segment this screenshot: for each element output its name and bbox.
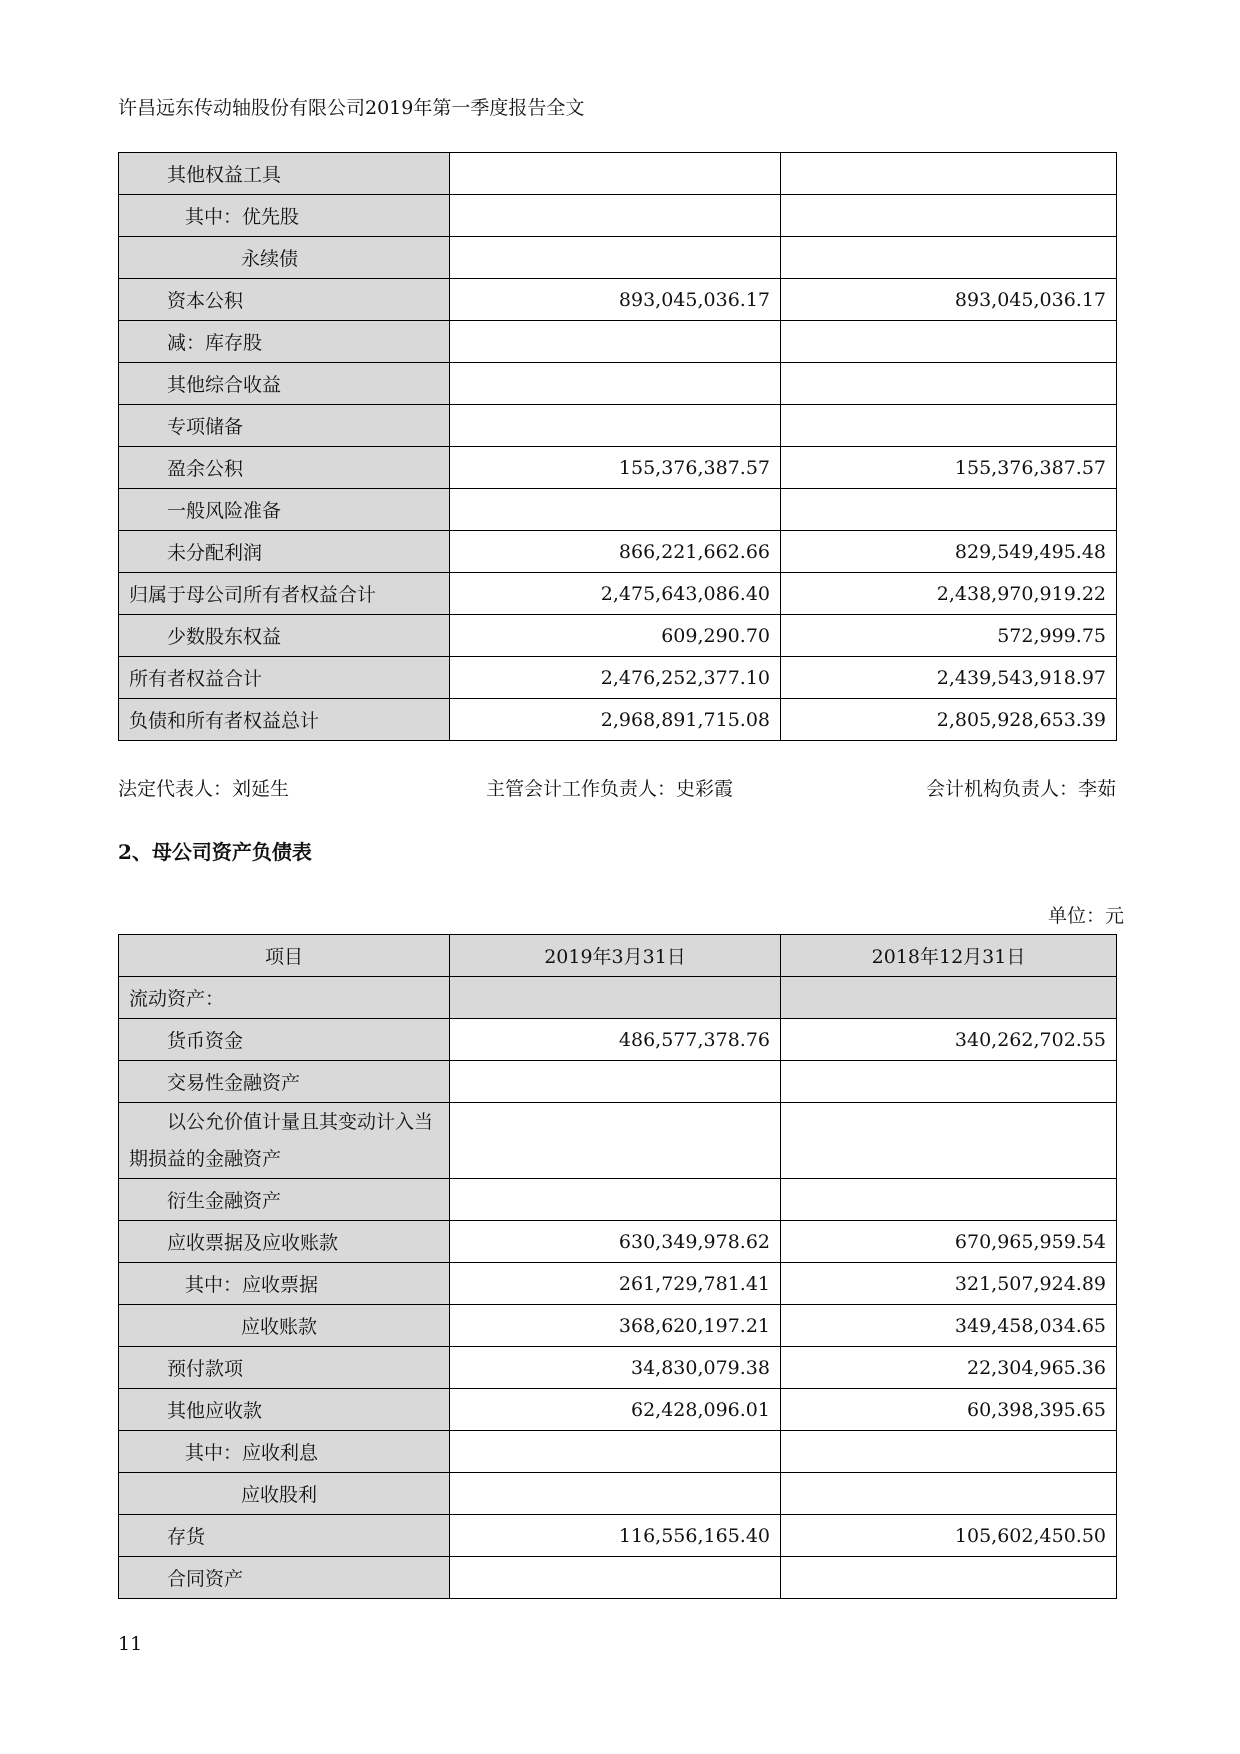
table-row bbox=[119, 531, 1117, 573]
value-2019-q1 bbox=[450, 489, 781, 531]
table-row bbox=[119, 1263, 1117, 1305]
table-row bbox=[119, 1389, 1117, 1431]
table-row bbox=[119, 1515, 1117, 1557]
value-2018-end: 670,965,959.54 bbox=[781, 1221, 1117, 1263]
value-2018-end bbox=[781, 1061, 1117, 1103]
table-row bbox=[119, 1305, 1117, 1347]
header-item: 项目 bbox=[119, 935, 450, 977]
row-label: 盈余公积 bbox=[119, 447, 450, 489]
value-2018-end: 829,549,495.48 bbox=[781, 531, 1117, 573]
value-2018-end bbox=[781, 1103, 1117, 1179]
value-2019-q1 bbox=[450, 1431, 781, 1473]
value-2019-q1: 893,045,036.17 bbox=[450, 279, 781, 321]
value-2018-end: 155,376,387.57 bbox=[781, 447, 1117, 489]
signature-line bbox=[118, 774, 1116, 802]
value-2019-q1 bbox=[450, 195, 781, 237]
value-2018-end bbox=[781, 1179, 1117, 1221]
row-label: 负债和所有者权益总计 bbox=[119, 699, 450, 741]
row-label: 其中：应收票据 bbox=[119, 1263, 450, 1305]
table-row bbox=[119, 573, 1117, 615]
value-2019-q1: 155,376,387.57 bbox=[450, 447, 781, 489]
value-2018-end: 2,438,970,919.22 bbox=[781, 573, 1117, 615]
value-2018-end bbox=[781, 1431, 1117, 1473]
value-2018-end: 22,304,965.36 bbox=[781, 1347, 1117, 1389]
value-2018-end: 105,602,450.50 bbox=[781, 1515, 1117, 1557]
value-2019-q1 bbox=[450, 1103, 781, 1179]
table-row bbox=[119, 1019, 1117, 1061]
row-label: 以公允价值计量且其变动计入当期损益的金融资产 bbox=[119, 1103, 450, 1179]
value-2018-end: 60,398,395.65 bbox=[781, 1389, 1117, 1431]
row-label: 流动资产： bbox=[119, 977, 450, 1019]
value-2019-q1: 609,290.70 bbox=[450, 615, 781, 657]
value-2019-q1: 2,476,252,377.10 bbox=[450, 657, 781, 699]
row-label: 其他应收款 bbox=[119, 1389, 450, 1431]
value-2018-end bbox=[781, 195, 1117, 237]
row-label: 交易性金融资产 bbox=[119, 1061, 450, 1103]
unit-label: 单位：元 bbox=[1047, 905, 1124, 927]
row-label: 所有者权益合计 bbox=[119, 657, 450, 699]
value-2018-end: 2,439,543,918.97 bbox=[781, 657, 1117, 699]
row-label: 其中：应收利息 bbox=[119, 1431, 450, 1473]
value-2018-end bbox=[781, 1473, 1117, 1515]
value-2018-end bbox=[781, 489, 1117, 531]
value-2018-end: 572,999.75 bbox=[781, 615, 1117, 657]
table-row bbox=[119, 489, 1117, 531]
row-label: 减：库存股 bbox=[119, 321, 450, 363]
value-2019-q1: 630,349,978.62 bbox=[450, 1221, 781, 1263]
row-label: 永续债 bbox=[119, 237, 450, 279]
table-row bbox=[119, 237, 1117, 279]
value-2018-end bbox=[781, 321, 1117, 363]
table-row bbox=[119, 321, 1117, 363]
table-row bbox=[119, 195, 1117, 237]
row-label: 预付款项 bbox=[119, 1347, 450, 1389]
value-2018-end bbox=[781, 363, 1117, 405]
row-label: 衍生金融资产 bbox=[119, 1179, 450, 1221]
row-label: 专项储备 bbox=[119, 405, 450, 447]
table-row bbox=[119, 1473, 1117, 1515]
table-row bbox=[119, 1103, 1117, 1179]
value-2018-end: 321,507,924.89 bbox=[781, 1263, 1117, 1305]
table-row bbox=[119, 1221, 1117, 1263]
row-label: 应收票据及应收账款 bbox=[119, 1221, 450, 1263]
section-title: 2、母公司资产负债表 bbox=[118, 840, 312, 864]
row-label: 货币资金 bbox=[119, 1019, 450, 1061]
value-2018-end: 2,805,928,653.39 bbox=[781, 699, 1117, 741]
header-2018-end: 2018年12月31日 bbox=[781, 935, 1117, 977]
value-2019-q1 bbox=[450, 237, 781, 279]
value-2019-q1: 261,729,781.41 bbox=[450, 1263, 781, 1305]
value-2018-end: 340,262,702.55 bbox=[781, 1019, 1117, 1061]
row-label: 应收股利 bbox=[119, 1473, 450, 1515]
value-2019-q1 bbox=[450, 1061, 781, 1103]
value-2019-q1: 2,475,643,086.40 bbox=[450, 573, 781, 615]
table-row bbox=[119, 657, 1117, 699]
value-2019-q1: 486,577,378.76 bbox=[450, 1019, 781, 1061]
value-2019-q1 bbox=[450, 977, 781, 1019]
value-2019-q1: 2,968,891,715.08 bbox=[450, 699, 781, 741]
table-row bbox=[119, 977, 1117, 1019]
table-row bbox=[119, 1431, 1117, 1473]
page-header: 许昌远东传动轴股份有限公司2019年第一季度报告全文 bbox=[118, 97, 585, 119]
row-label: 一般风险准备 bbox=[119, 489, 450, 531]
value-2019-q1: 116,556,165.40 bbox=[450, 1515, 781, 1557]
row-label: 应收账款 bbox=[119, 1305, 450, 1347]
value-2019-q1: 866,221,662.66 bbox=[450, 531, 781, 573]
value-2019-q1 bbox=[450, 1473, 781, 1515]
table-row bbox=[119, 699, 1117, 741]
value-2018-end bbox=[781, 977, 1117, 1019]
value-2018-end bbox=[781, 405, 1117, 447]
table-row bbox=[119, 279, 1117, 321]
row-label: 未分配利润 bbox=[119, 531, 450, 573]
page-number: 11 bbox=[118, 1633, 143, 1655]
value-2019-q1 bbox=[450, 1179, 781, 1221]
value-2019-q1 bbox=[450, 153, 781, 195]
table-row bbox=[119, 363, 1117, 405]
table-row bbox=[119, 1347, 1117, 1389]
table-row bbox=[119, 1557, 1117, 1599]
table-row bbox=[119, 153, 1117, 195]
parent-balance-sheet-table bbox=[118, 934, 1117, 1599]
value-2018-end: 349,458,034.65 bbox=[781, 1305, 1117, 1347]
value-2018-end bbox=[781, 237, 1117, 279]
value-2019-q1 bbox=[450, 405, 781, 447]
table-row bbox=[119, 405, 1117, 447]
equity-table bbox=[118, 152, 1117, 741]
header-2019-q1: 2019年3月31日 bbox=[450, 935, 781, 977]
row-label: 其他综合收益 bbox=[119, 363, 450, 405]
value-2019-q1 bbox=[450, 1557, 781, 1599]
accounting-head: 主管会计工作负责人：史彩霞 bbox=[486, 778, 734, 800]
value-2018-end bbox=[781, 1557, 1117, 1599]
row-label: 归属于母公司所有者权益合计 bbox=[119, 573, 450, 615]
legal-representative: 法定代表人：刘延生 bbox=[118, 778, 290, 800]
table-row bbox=[119, 615, 1117, 657]
table-row bbox=[119, 1061, 1117, 1103]
table-row bbox=[119, 1179, 1117, 1221]
value-2019-q1 bbox=[450, 321, 781, 363]
table-row bbox=[119, 447, 1117, 489]
value-2018-end bbox=[781, 153, 1117, 195]
value-2019-q1: 368,620,197.21 bbox=[450, 1305, 781, 1347]
accounting-org-head: 会计机构负责人：李茹 bbox=[925, 778, 1116, 800]
value-2019-q1 bbox=[450, 363, 781, 405]
row-label: 合同资产 bbox=[119, 1557, 450, 1599]
row-label: 存货 bbox=[119, 1515, 450, 1557]
value-2019-q1: 34,830,079.38 bbox=[450, 1347, 781, 1389]
row-label: 少数股东权益 bbox=[119, 615, 450, 657]
row-label: 资本公积 bbox=[119, 279, 450, 321]
table-header-row bbox=[119, 935, 1117, 977]
value-2018-end: 893,045,036.17 bbox=[781, 279, 1117, 321]
value-2019-q1: 62,428,096.01 bbox=[450, 1389, 781, 1431]
row-label: 其他权益工具 bbox=[119, 153, 450, 195]
row-label: 其中：优先股 bbox=[119, 195, 450, 237]
